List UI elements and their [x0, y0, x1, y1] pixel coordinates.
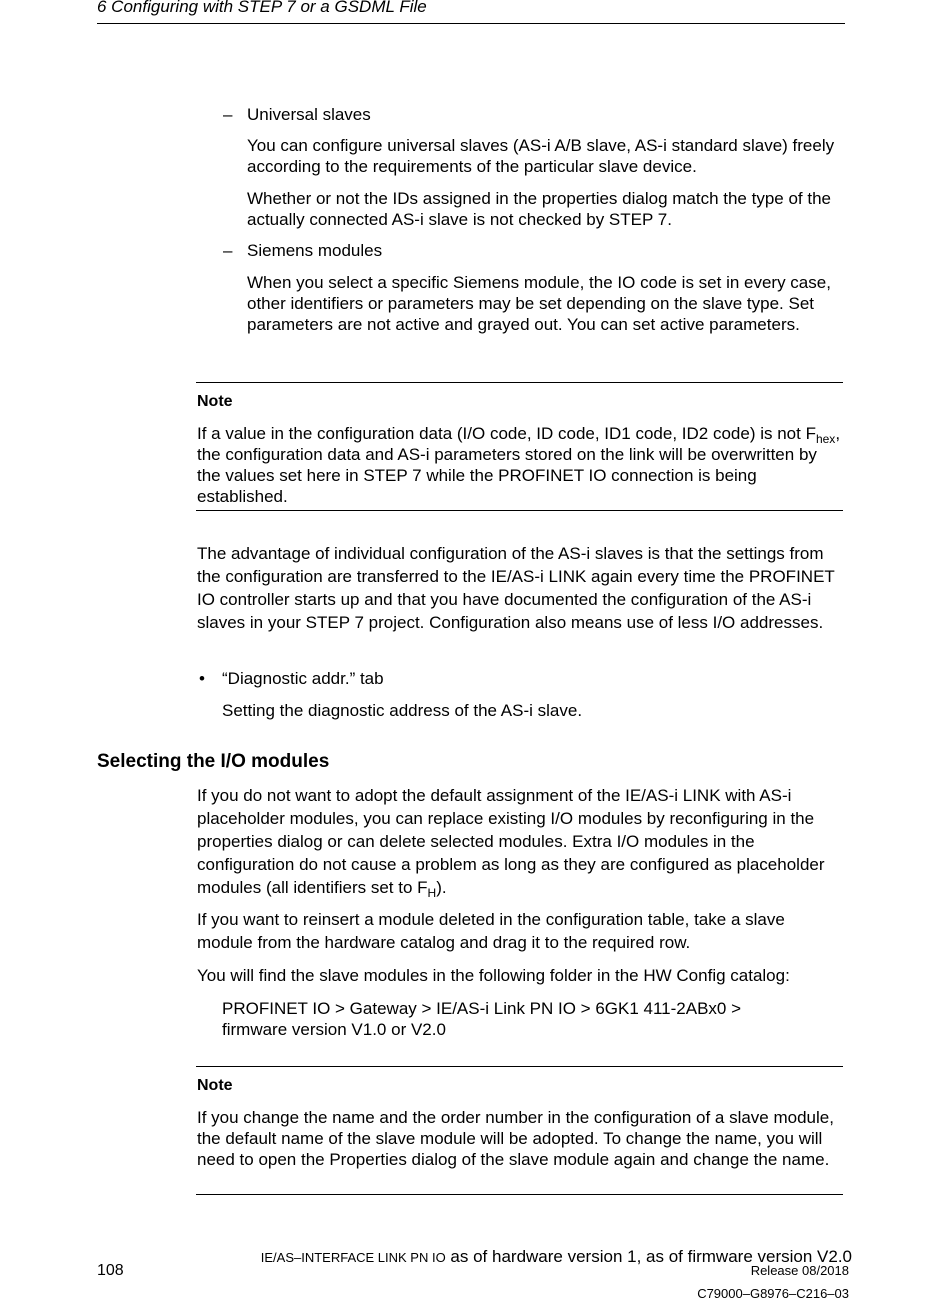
header-divider — [97, 23, 845, 24]
note-bottom-rule — [196, 510, 843, 511]
catalog-path: PROFINET IO > Gateway > IE/AS-i Link PN IO > 6GK1 411-2ABx0 > firmware version V1.0 or V2.0 — [222, 999, 742, 1039]
diagnostic-addr-tab-label: “Diagnostic addr.” tab — [222, 669, 384, 688]
universal-slaves-label: Universal slaves — [247, 105, 371, 124]
note-title: Note — [197, 393, 233, 410]
dash-marker: – — [223, 241, 233, 260]
note-title: Note — [197, 1077, 233, 1094]
universal-slaves-paragraph-2: Whether or not the IDs assigned in the properties dialog match the type of the actually connected AS-i slave is not checked by STEP 7. — [247, 189, 832, 229]
footer-product-name: IE/AS–INTERFACE LINK PN IO — [260, 1250, 446, 1265]
io-modules-paragraph-2: If you want to reinsert a module deleted in the configuration table, take a slave module from the hardware catalog and drag it to the required row. — [197, 910, 785, 952]
note-text-end: , the configuration data and AS-i parameters stored on the link will be overwritten by the values set here in STEP 7 while the PROFINET IO connection is being established. — [197, 424, 841, 506]
note-text: If you change the name and the order number in the configuration of a slave module, the default name of the slave module will be adopted. To change the name, you will need to open the Properties dialog of the slave module again and change the name. — [197, 1108, 834, 1169]
note-top-rule — [196, 1066, 843, 1067]
bullet-marker: • — [199, 669, 205, 688]
footer-doc-number: C79000–G8976–C216–03 — [697, 1286, 849, 1301]
note-top-rule — [196, 382, 843, 383]
note-bottom-rule — [196, 1194, 843, 1195]
io-modules-paragraph-3: You will find the slave modules in the following folder in the HW Config catalog: — [197, 966, 790, 985]
io-modules-text-start: If you do not want to adopt the default assignment of the IE/AS-i LINK with AS-i placeholder modules, you can replace existing I/O modules by reconfiguring in the properties dialog or can delete selected modules. Extra I/O modules in the configuration do not cause a problem as long as they are configured as placeholder modules (all identifiers set to F — [197, 786, 825, 897]
footer-version-text: as of hardware version 1, as of firmware version V2.0 — [445, 1247, 852, 1266]
dash-marker: – — [223, 105, 233, 124]
page-number: 108 — [97, 1262, 124, 1279]
note-text-start: If a value in the configuration data (I/O code, ID code, ID1 code, ID2 code) is not F — [197, 424, 816, 443]
note-text — [197, 423, 843, 507]
io-modules-text-end: ). — [436, 878, 447, 897]
diagnostic-addr-description: Setting the diagnostic address of the AS-i slave. — [222, 701, 583, 720]
section-heading: Selecting the I/O modules — [97, 751, 330, 772]
siemens-modules-label: Siemens modules — [247, 241, 383, 260]
hex-subscript: hex — [815, 432, 836, 446]
running-header: 6 Configuring with STEP 7 or a GSDML File — [97, 0, 427, 16]
h-subscript: H — [427, 886, 437, 900]
footer-release: Release 08/2018 — [750, 1263, 849, 1278]
universal-slaves-paragraph-1: You can configure universal slaves (AS-i A/B slave, AS-i standard slave) freely according to the requirements of the particular slave device. — [247, 136, 835, 176]
io-modules-paragraph-1 — [197, 784, 845, 899]
siemens-modules-paragraph: When you select a specific Siemens module, the IO code is set in every case, other identifiers or parameters may be set depending on the slave type. Set parameters are not active and grayed out. You can set active parameters. — [247, 273, 831, 334]
advantage-paragraph: The advantage of individual configuration of the AS-i slaves is that the settings from the configuration are transferred to the IE/AS-i LINK again every time the PROFINET IO controller starts up and that you have documented the configuration of the AS-i slaves in your STEP 7 project. Configuration also means use of less I/O addresses. — [197, 544, 835, 632]
